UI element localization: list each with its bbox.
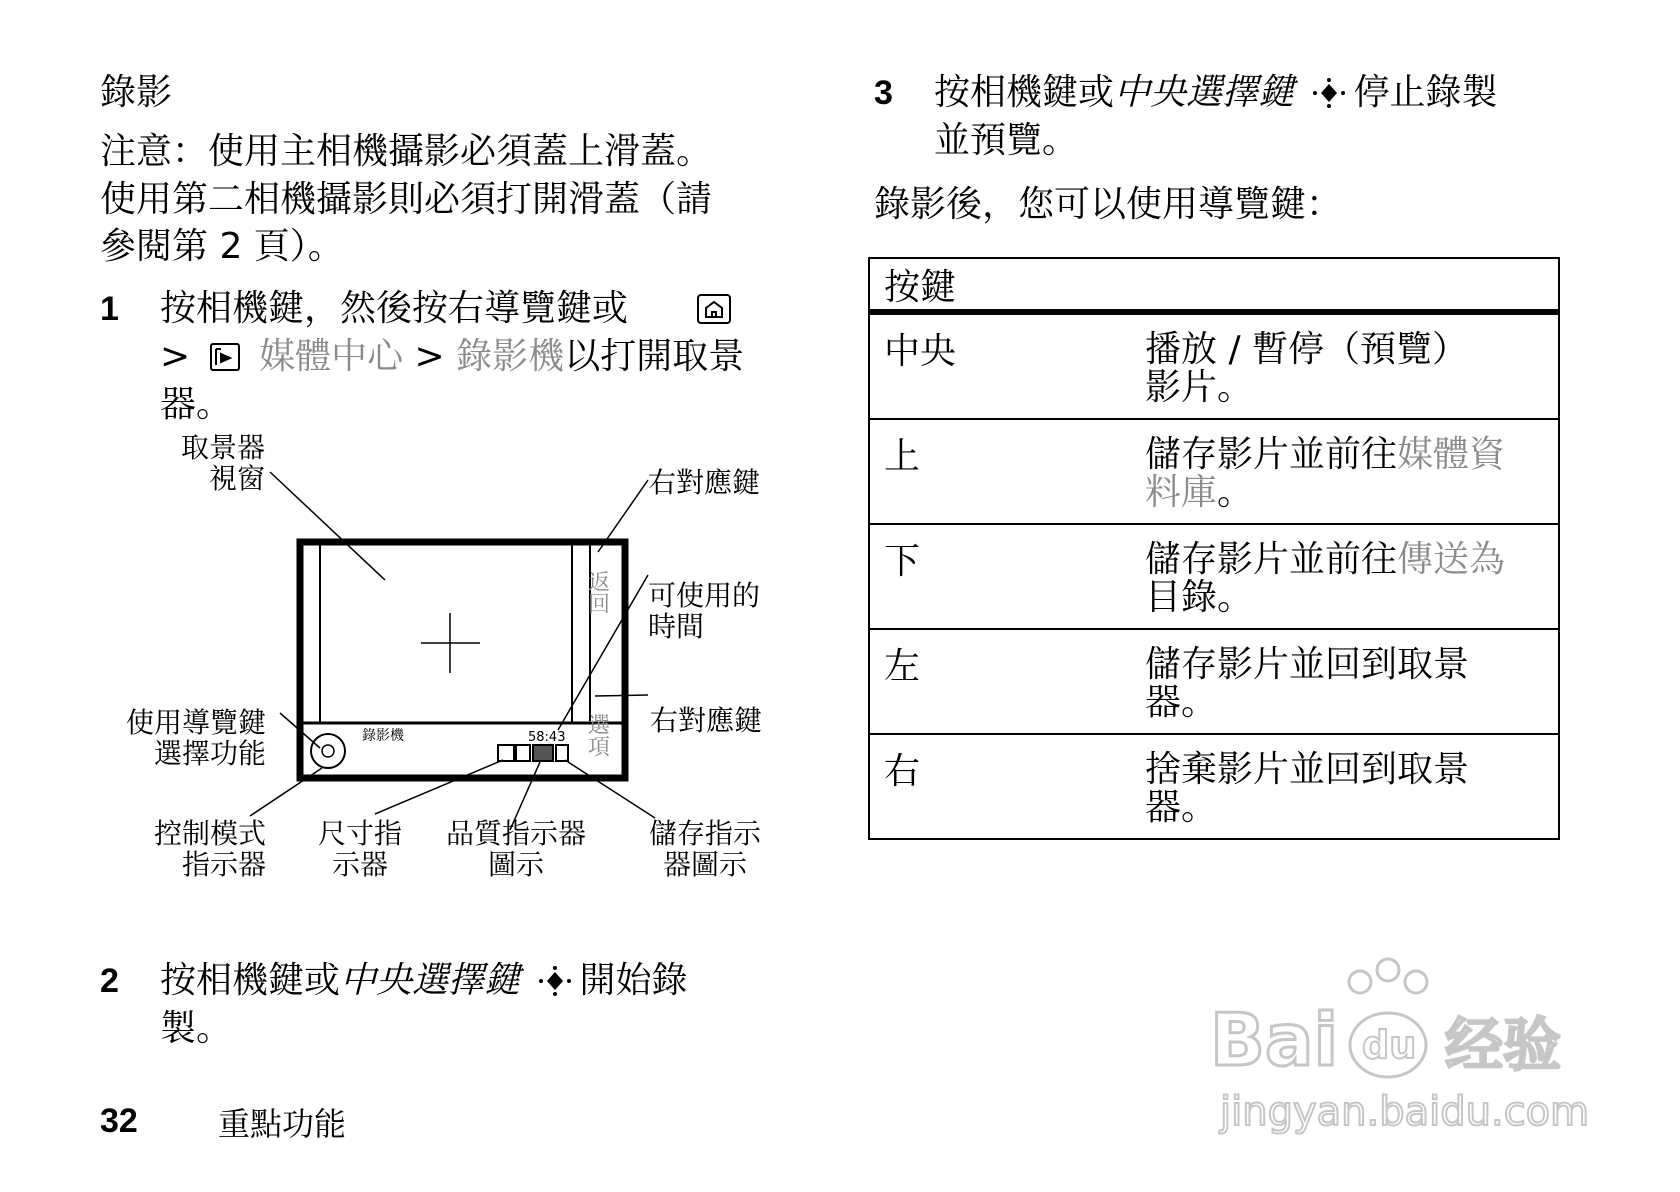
step-2-number: 2 xyxy=(100,962,119,1000)
mode-text: 錄影機 xyxy=(362,728,404,744)
row-center-line-1: 播放 / 暫停（預覽） xyxy=(1145,329,1469,370)
page-number: 32 xyxy=(100,1102,138,1140)
center-select-key-text-3: 中央選擇鍵 xyxy=(1114,72,1295,113)
row-right-line-1: 捨棄影片並回到取景 xyxy=(1145,749,1470,790)
watermark-du: du xyxy=(1362,1023,1417,1067)
watermark-url: jingyan.baidu.com xyxy=(1220,1089,1590,1135)
time-text: 58:43 xyxy=(528,730,566,745)
media-center-link[interactable]: 媒體中心 xyxy=(259,336,404,377)
table-row xyxy=(870,525,1558,630)
screen-frame xyxy=(300,542,625,778)
label-nav-select-1: 使用導覽鍵 xyxy=(125,706,266,739)
step-3-line-1a: 按相機鍵或 xyxy=(934,72,1115,113)
step-1-number: 1 xyxy=(100,290,119,328)
label-size-indicator-2: 示器 xyxy=(331,848,388,881)
row-down-line-2: 目錄。 xyxy=(1145,577,1254,618)
label-storage-icon-2: 器圖示 xyxy=(662,848,747,881)
step-3-line-2: 並預覽。 xyxy=(934,120,1079,161)
label-viewfinder-2: 視窗 xyxy=(208,462,265,495)
row-up-line-1a: 儲存影片並前往 xyxy=(1145,434,1398,475)
step-3-line-1c: 停止錄製 xyxy=(1353,72,1498,113)
nav-center-icon xyxy=(535,966,575,996)
note-line-1: 注意：使用主相機攝影必須蓋上滑蓋。 xyxy=(100,131,713,172)
storage-indicator-icon xyxy=(556,745,568,761)
row-key-down: 下 xyxy=(884,541,921,582)
paw-logo-icon xyxy=(1210,950,1610,1150)
step-1-line-2-tail: 以打開取景 xyxy=(564,336,745,377)
row-down-line-1a: 儲存影片並前往 xyxy=(1145,539,1398,580)
label-right-softkey-bottom: 右對應鍵 xyxy=(650,704,763,737)
step-1-line-3: 器。 xyxy=(160,384,233,425)
label-control-mode-1: 控制模式 xyxy=(153,817,266,850)
step-1-line-1: 按相機鍵，然後按右導覽鍵或 xyxy=(160,288,629,329)
row-down-line-1b: 傳送為 xyxy=(1397,539,1506,580)
table-row xyxy=(870,315,1558,420)
note-line-3: 參閱第 2 頁）。 xyxy=(100,226,344,267)
label-nav-select-2: 選擇功能 xyxy=(153,737,266,770)
center-select-key-text: 中央選擇鍵 xyxy=(340,960,521,1001)
label-right-softkey-top: 右對應鍵 xyxy=(648,466,761,499)
watermark-brand: Bai xyxy=(1210,998,1339,1082)
label-quality-icon-2: 圖示 xyxy=(487,848,544,881)
note-line-2: 使用第二相機攝影則必須打開滑蓋（請 xyxy=(100,179,713,220)
section-title: 錄影 xyxy=(100,72,173,113)
after-text: 錄影後，您可以使用導覽鍵： xyxy=(874,184,1343,225)
chapter-title: 重點功能 xyxy=(218,1105,347,1143)
table-row xyxy=(870,630,1558,735)
label-size-indicator-1: 尺寸指 xyxy=(317,817,402,850)
row-key-center: 中央 xyxy=(884,331,957,372)
row-up-line-1b: 媒體資 xyxy=(1397,434,1506,475)
menu-arrow-2: > xyxy=(414,336,445,377)
label-available-time-2: 時間 xyxy=(648,610,705,643)
baidu-watermark xyxy=(1210,950,1610,1150)
step-2-line-1c: 開始錄 xyxy=(579,960,688,1001)
step-3-number: 3 xyxy=(874,74,893,112)
nav-center-icon-3 xyxy=(1309,78,1349,108)
row-key-right: 右 xyxy=(884,751,921,792)
options-softkey-label: 選項 xyxy=(584,713,610,757)
home-key-icon xyxy=(697,294,731,324)
size-indicator-icon xyxy=(498,745,514,761)
label-storage-icon-1: 儲存指示 xyxy=(648,817,761,850)
row-left-line-2: 器。 xyxy=(1145,682,1218,723)
row-key-left: 左 xyxy=(884,646,921,687)
menu-arrow-1: > xyxy=(160,336,191,377)
label-available-time-1: 可使用的 xyxy=(648,579,761,612)
quality-indicator-icon xyxy=(533,745,553,761)
nav-key-table xyxy=(868,257,1560,840)
nav-key-icon xyxy=(311,734,345,768)
table-row xyxy=(870,735,1558,838)
label-control-mode-2: 指示器 xyxy=(181,848,266,881)
back-softkey-label: 返回 xyxy=(584,570,610,614)
table-header-key: 按鍵 xyxy=(884,267,957,308)
row-key-up: 上 xyxy=(884,436,921,477)
step-2-line-1a: 按相機鍵或 xyxy=(160,960,341,1001)
step-2-line-2: 製。 xyxy=(160,1008,233,1049)
label-viewfinder-1: 取景器 xyxy=(180,431,265,464)
label-quality-icon-1: 品質指示器 xyxy=(445,817,586,850)
media-center-icon xyxy=(210,343,240,371)
table-header xyxy=(870,259,1558,315)
row-right-line-2: 器。 xyxy=(1145,787,1218,828)
table-row xyxy=(870,420,1558,525)
row-up-line-2b: 。 xyxy=(1217,472,1254,513)
watermark-cn: 经验 xyxy=(1445,1011,1562,1079)
camcorder-link[interactable]: 錄影機 xyxy=(456,336,565,377)
row-left-line-1: 儲存影片並回到取景 xyxy=(1145,644,1470,685)
row-up-line-2a: 料庫 xyxy=(1145,472,1218,513)
row-center-line-2: 影片。 xyxy=(1145,367,1254,408)
